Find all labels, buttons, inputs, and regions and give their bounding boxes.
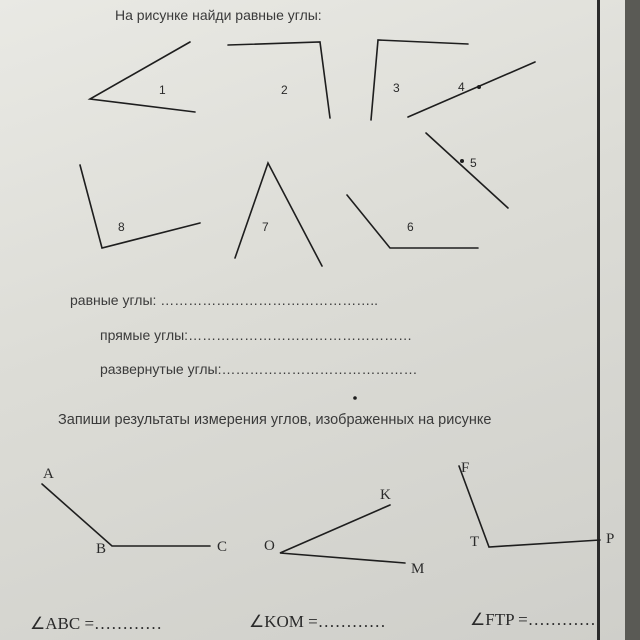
angle-kom (280, 505, 405, 563)
angle-number-4: 4 (458, 80, 465, 94)
point-label-c: C (217, 539, 228, 555)
right-angles-line: прямые углы:………………………………………… (100, 327, 413, 343)
angle-8 (80, 165, 200, 248)
angle-ftp (459, 466, 600, 547)
point-label-k: K (380, 487, 391, 503)
point-dot (477, 85, 481, 89)
point-label-f: F (461, 460, 470, 476)
worksheet-title: На рисунке найди равные углы: (115, 7, 322, 23)
answer-abc: ∠ABC =………… (30, 614, 163, 633)
angle-5 (426, 133, 508, 208)
point-label-p: P (606, 531, 615, 547)
point-label-b: B (96, 541, 107, 557)
angle-number-8: 8 (118, 220, 125, 234)
angle-1 (90, 42, 195, 112)
angle-number-3: 3 (393, 81, 400, 95)
angle-number-5: 5 (470, 156, 477, 170)
point-label-a: A (43, 466, 54, 482)
angle-7 (235, 163, 322, 266)
angle-4 (408, 62, 535, 117)
point-label-m: M (411, 561, 425, 577)
point-label-t: T (470, 534, 480, 550)
angle-number-7: 7 (262, 220, 269, 234)
point-dot (353, 396, 357, 400)
angle-number-6: 6 (407, 220, 414, 234)
point-label-o: O (264, 538, 275, 554)
equal-angles-line: равные углы: ……………………………………….. (70, 292, 379, 308)
angle-3 (371, 40, 468, 120)
angle-number-1: 1 (159, 83, 166, 97)
measure-task-text: Запиши результаты измерения углов, изображенных на рисунке (58, 412, 492, 428)
answer-ftp: ∠FTP =………… (470, 610, 596, 629)
answer-kom: ∠KOM =………… (249, 612, 386, 631)
angle-abc (42, 484, 210, 546)
angle-2 (228, 42, 330, 118)
point-dot (460, 159, 464, 163)
angle-number-2: 2 (281, 83, 288, 97)
straight-angles-line: развернутые углы:…………………………………… (100, 361, 418, 377)
